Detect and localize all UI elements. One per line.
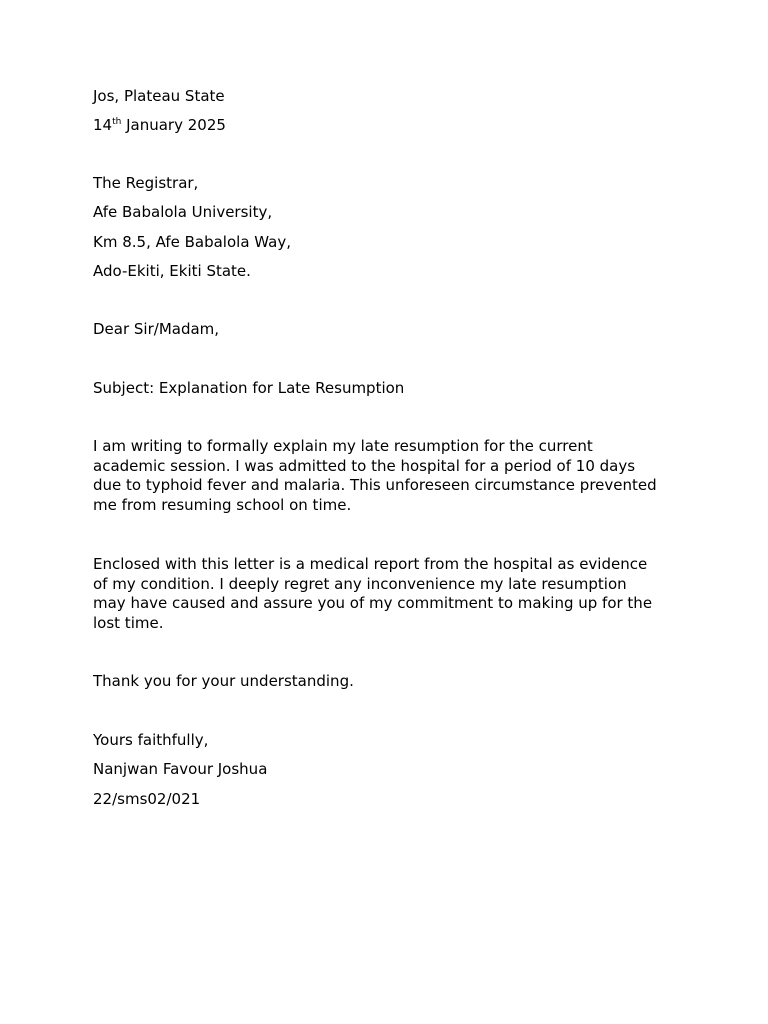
paragraph-line: academic session. I was admitted to the hospital for a period of 10 days	[93, 456, 636, 475]
matric-number: 22/sms02/021	[93, 790, 201, 808]
date-rest: January 2025	[121, 116, 226, 134]
paragraph-line: lost time.	[93, 613, 164, 632]
body-paragraph-1	[93, 437, 683, 515]
recipient-line-3: Km 8.5, Afe Babalola Way,	[93, 233, 291, 251]
paragraph-line: may have caused and assure you of my commitment to making up for the	[93, 594, 653, 612]
salutation: Dear Sir/Madam,	[93, 320, 220, 338]
body-paragraph-2	[93, 555, 683, 633]
recipient-line-2: Afe Babalola University,	[93, 203, 273, 221]
subject-line: Subject: Explanation for Late Resumption	[93, 379, 405, 397]
sign-off: Yours faithfully,	[93, 731, 209, 749]
sender-address: Jos, Plateau State	[93, 87, 225, 105]
date-suffix: th	[112, 117, 122, 127]
sender-name: Nanjwan Favour Joshua	[93, 760, 268, 778]
paragraph-line: I am writing to formally explain my late resumption for the current	[93, 437, 593, 455]
date-day: 14	[93, 116, 113, 134]
letter-date	[93, 115, 226, 135]
paragraph-line: due to typhoid fever and malaria. This unforeseen circumstance prevented	[93, 476, 657, 494]
paragraph-line: of my condition. I deeply regret any inconvenience my late resumption	[93, 574, 627, 593]
recipient-line-4: Ado-Ekiti, Ekiti State.	[93, 262, 251, 280]
recipient-line-1: The Registrar,	[93, 174, 199, 192]
closing-thanks: Thank you for your understanding.	[93, 672, 354, 690]
paragraph-line: Enclosed with this letter is a medical report from the hospital as evidence	[93, 555, 648, 573]
paragraph-line: me from resuming school on time.	[93, 495, 352, 514]
